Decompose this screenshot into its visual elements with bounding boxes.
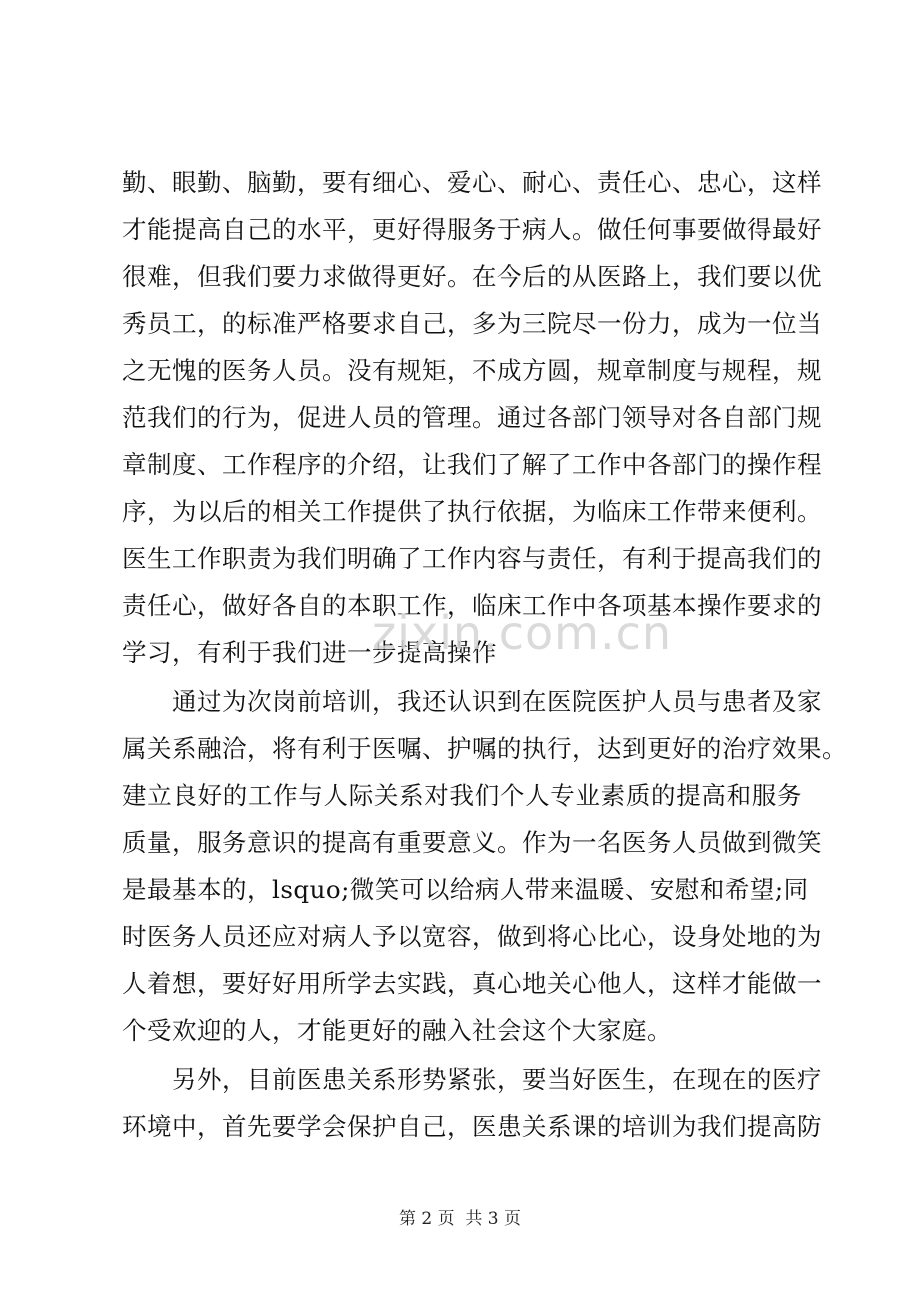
paragraph-2-line-6: 时医务人员还应对病人予以宽容，做到将心比心，设身处地的为 xyxy=(122,922,822,951)
paragraph-1-line-11: 学习，有利于我们进一步提高操作 xyxy=(122,638,497,667)
page-number-footer: 第 2 页 共 3 页 xyxy=(398,1209,522,1229)
paragraph-3-line-2: 环境中，首先要学会保护自己，医患关系课的培训为我们提高防 xyxy=(122,1112,822,1141)
paragraph-2-line-3: 建立良好的工作与人际关系对我们个人专业素质的提高和服务 xyxy=(122,781,802,810)
paragraph-1-line-5: 之无愧的医务人员。没有规矩，不成方圆，规章制度与规程，规 xyxy=(122,356,822,385)
paragraph-1-line-2: 才能提高自己的水平，更好得服务于病人。做任何事要做得最好 xyxy=(122,215,822,244)
paragraph-1-line-8: 序，为以后的相关工作提供了执行依据，为临床工作带来便利。 xyxy=(122,497,822,526)
paragraph-1-line-3: 很难，但我们要力求做得更好。在今后的从医路上，我们要以优 xyxy=(122,262,822,291)
watermark: zixin.com.cn xyxy=(372,606,673,660)
paragraph-1-line-9: 医生工作职责为我们明确了工作内容与责任，有利于提高我们的 xyxy=(122,544,822,573)
paragraph-1-line-4: 秀员工，的标准严格要求自己，多为三院尽一份力，成为一位当 xyxy=(122,309,822,338)
paragraph-1-line-1: 勤、眼勤、脑勤，要有细心、爱心、耐心、责任心、忠心，这样 xyxy=(122,168,822,197)
paragraph-3-line-1: 另外，目前医患关系形势紧张，要当好医生，在现在的医疗 xyxy=(172,1065,822,1094)
paragraph-1-line-6: 范我们的行为，促进人员的管理。通过各部门领导对各自部门规 xyxy=(122,403,822,432)
paragraph-1-line-7: 章制度、工作程序的介绍，让我们了解了工作中各部门的操作程 xyxy=(122,450,822,479)
paragraph-2-line-7: 人着想，要好好用所学去实践，真心地关心他人，这样才能做一 xyxy=(122,969,822,998)
paragraph-2-line-2: 属关系融洽，将有利于医嘱、护嘱的执行，达到更好的治疗效果。 xyxy=(122,734,847,763)
paragraph-2-line-8: 个受欢迎的人，才能更好的融入社会这个大家庭。 xyxy=(122,1016,672,1045)
paragraph-2-line-1: 通过为次岗前培训，我还认识到在医院医护人员与患者及家 xyxy=(172,687,822,716)
paragraph-2-line-4: 质量，服务意识的提高有重要意义。作为一名医务人员做到微笑 xyxy=(122,828,822,857)
paragraph-2-line-5: 是最基本的，lsquo;微笑可以给病人带来温暖、安慰和希望;同 xyxy=(122,875,809,904)
paragraph-1-line-10: 责任心，做好各自的本职工作，临床工作中各项基本操作要求的 xyxy=(122,591,822,620)
